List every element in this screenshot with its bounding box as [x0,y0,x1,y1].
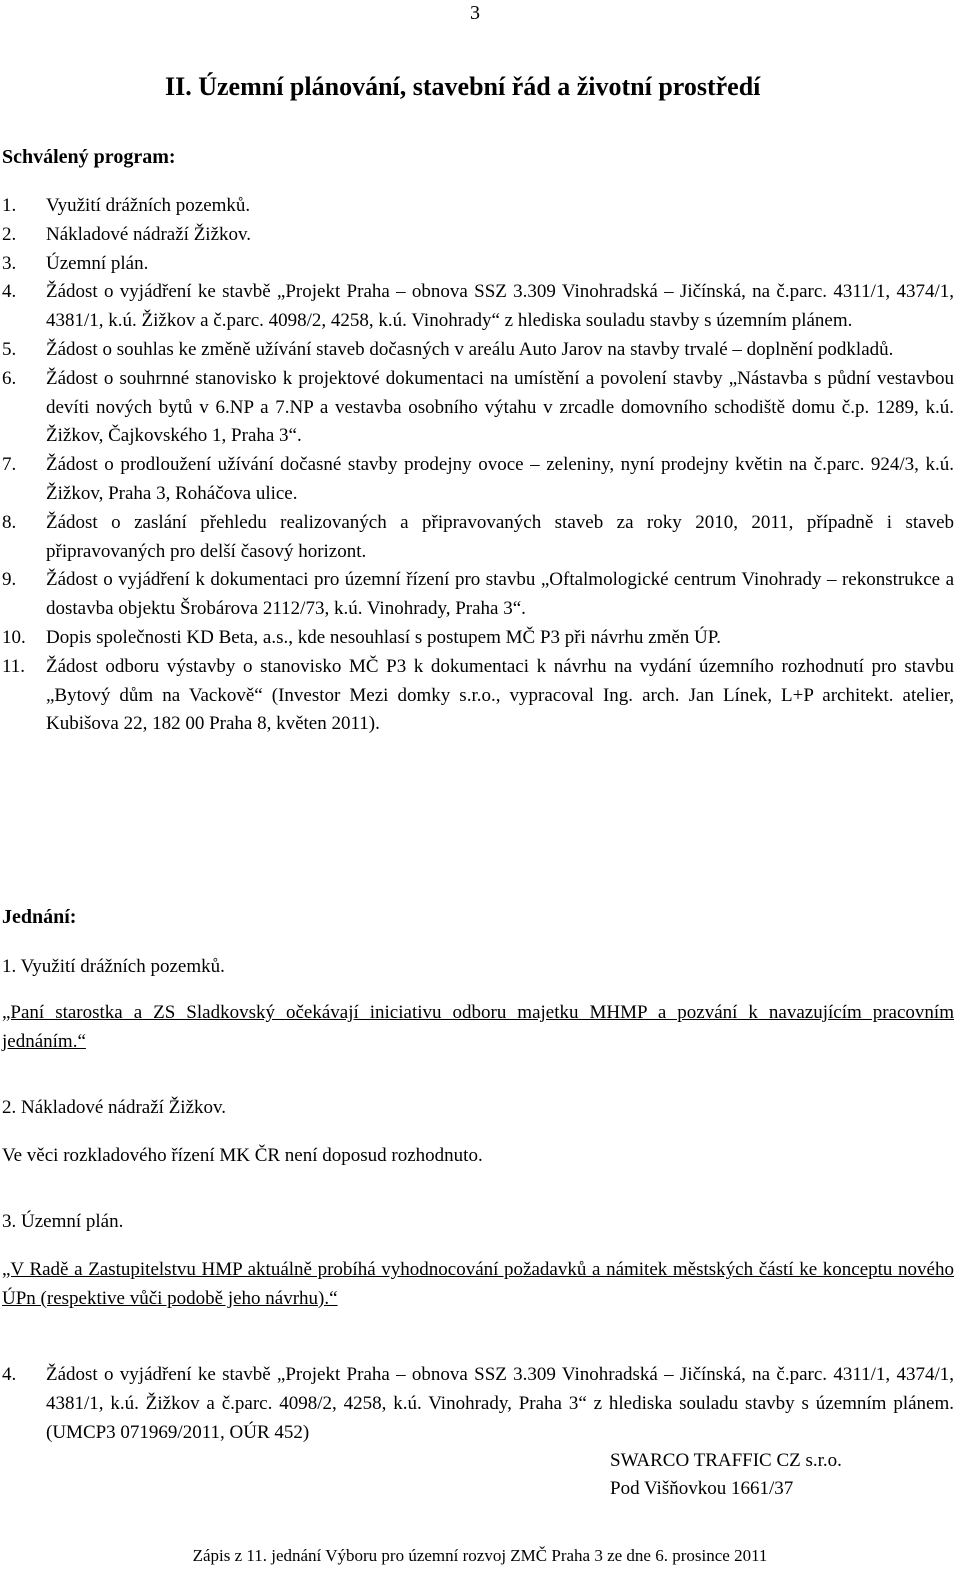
program-item [2,509,954,567]
meeting-item-text: „Paní starostka a ZS Sladkovský očekávají iniciativu odboru majetku MHMP a pozvání k navazujícím pracovním jednáním.“ [2,1002,954,1052]
meeting-item-title: 3. Územní plán. [2,1211,124,1232]
item-number: 5. [2,338,17,360]
program-item [2,250,954,279]
item-number: 4. [2,1364,17,1385]
program-item [2,451,954,509]
item-text: Žádost o prodloužení užívání dočasné stavby prodejny ovoce – zeleniny, nyní prodejny květin na č.parc. 924/3, k.ú. Žižkov, Praha 3, Roháčova ulice. [46,454,954,504]
item-number: 7. [2,454,17,476]
item-text: Žádost odboru výstavby o stanovisko MČ P3 k dokumentaci k návrhu na vydání územního rozhodnutí pro stavbu „Bytový dům na Vackově“ (Investor Mezi domky s.r.o., vypracoval Ing. arch. Jan Línek, L+P architekt. atelier, Kubišova 22, 182 00 Praha 8, květen 2011). [46,655,954,735]
page-footer: Zápis z 11. jednání Výboru pro územní rozvoj ZMČ Praha 3 ze dne 6. prosince 2011 [192,1546,768,1565]
section-title: II. Územní plánování, stavební řád a životní prostředí [165,72,761,101]
company-name: SWARCO TRAFFIC CZ s.r.o. [610,1450,842,1471]
program-item [2,336,954,365]
item-text: Žádost o souhlas ke změně užívání staveb dočasných v areálu Auto Jarov na stavby trvalé – doplnění podkladů. [46,338,894,360]
item-text: Územní plán. [46,252,149,274]
meeting-item-text: „V Radě a Zastupitelstvu HMP aktuálně probíhá vyhodnocování požadavků a námitek městských částí ke konceptu nového ÚPn (respektive vůči podobě jeho návrhu).“ [2,1259,954,1309]
item-text: Žádost o vyjádření k dokumentaci pro územní řízení pro stavbu „Oftalmologické centrum Vinohrady – rekonstrukce a dostavba objektu Šrobárova 2112/73, k.ú. Vinohrady, Praha 3“. [46,569,954,620]
item-text: Dopis společnosti KD Beta, a.s., kde nesouhlasí s postupem MČ P3 při návrhu změn ÚP. [46,626,721,648]
item-number: 9. [2,569,17,591]
program-list [2,192,954,739]
item-text: Žádost o vyjádření ke stavbě „Projekt Praha – obnova SSZ 3.309 Vinohradská – Jičínská, na č.parc. 4311/1, 4374/1, 4381/1, k.ú. Žižkov a č.parc. 4098/2, 4258, k.ú. Vinohrady“ z hlediska souladu stavby s územním plánem. [46,281,954,332]
program-item [2,653,954,739]
item-number: 4. [2,281,17,303]
company-address: Pod Višňovkou 1661/37 [610,1478,794,1499]
item-text: Využití drážních pozemků. [46,195,251,216]
item-text: Žádost o zaslání přehledu realizovaných a připravovaných staveb za roky 2010, 2011, případně i staveb připravovaných pro delší časový horizont. [46,511,954,562]
meeting-item-4 [2,1361,954,1447]
program-item [2,624,954,653]
item-number: 1. [2,195,17,216]
item-number: 8. [2,511,17,533]
program-item [2,566,954,624]
meeting-heading: Jednání: [2,906,77,928]
meeting-item-text: Ve věci rozkladového řízení MK ČR není doposud rozhodnuto. [2,1145,483,1166]
item-number: 11. [2,655,26,677]
page-number: 3 [470,2,480,24]
program-item [2,278,954,336]
item-number: 6. [2,367,17,389]
item-number: 2. [2,223,17,245]
program-item [2,365,954,451]
item-text: Nákladové nádraží Žižkov. [46,223,252,245]
item-text: Žádost o vyjádření ke stavbě „Projekt Praha – obnova SSZ 3.309 Vinohradská – Jičínská, na č.parc. 4311/1, 4374/1, 4381/1, k.ú. Žižkov a č.parc. 4098/2, 4258, k.ú. Vinohrady, Praha 3“ z hlediska souladu stavby s územním plánem. (UMCP3 071969/2011, OÚR 452) [46,1364,954,1443]
program-item [2,192,954,221]
item-number: 3. [2,252,17,274]
meeting-item-title: 2. Nákladové nádraží Žižkov. [2,1097,227,1118]
meeting-item-title: 1. Využití drážních pozemků. [2,956,225,977]
item-text: Žádost o souhrnné stanovisko k projektové dokumentaci na umístění a povolení stavby „Nástavba s půdní vestavbou devíti nových bytů v 6.NP a 7.NP a vestavba osobního výtahu v zrcadle domovního schodiště domu č.p. 1289, k.ú. Žižkov, Čajkovského 1, Praha 3“. [46,367,954,447]
item-number: 10. [2,626,26,648]
program-heading: Schválený program: [2,146,176,168]
program-item [2,221,954,250]
